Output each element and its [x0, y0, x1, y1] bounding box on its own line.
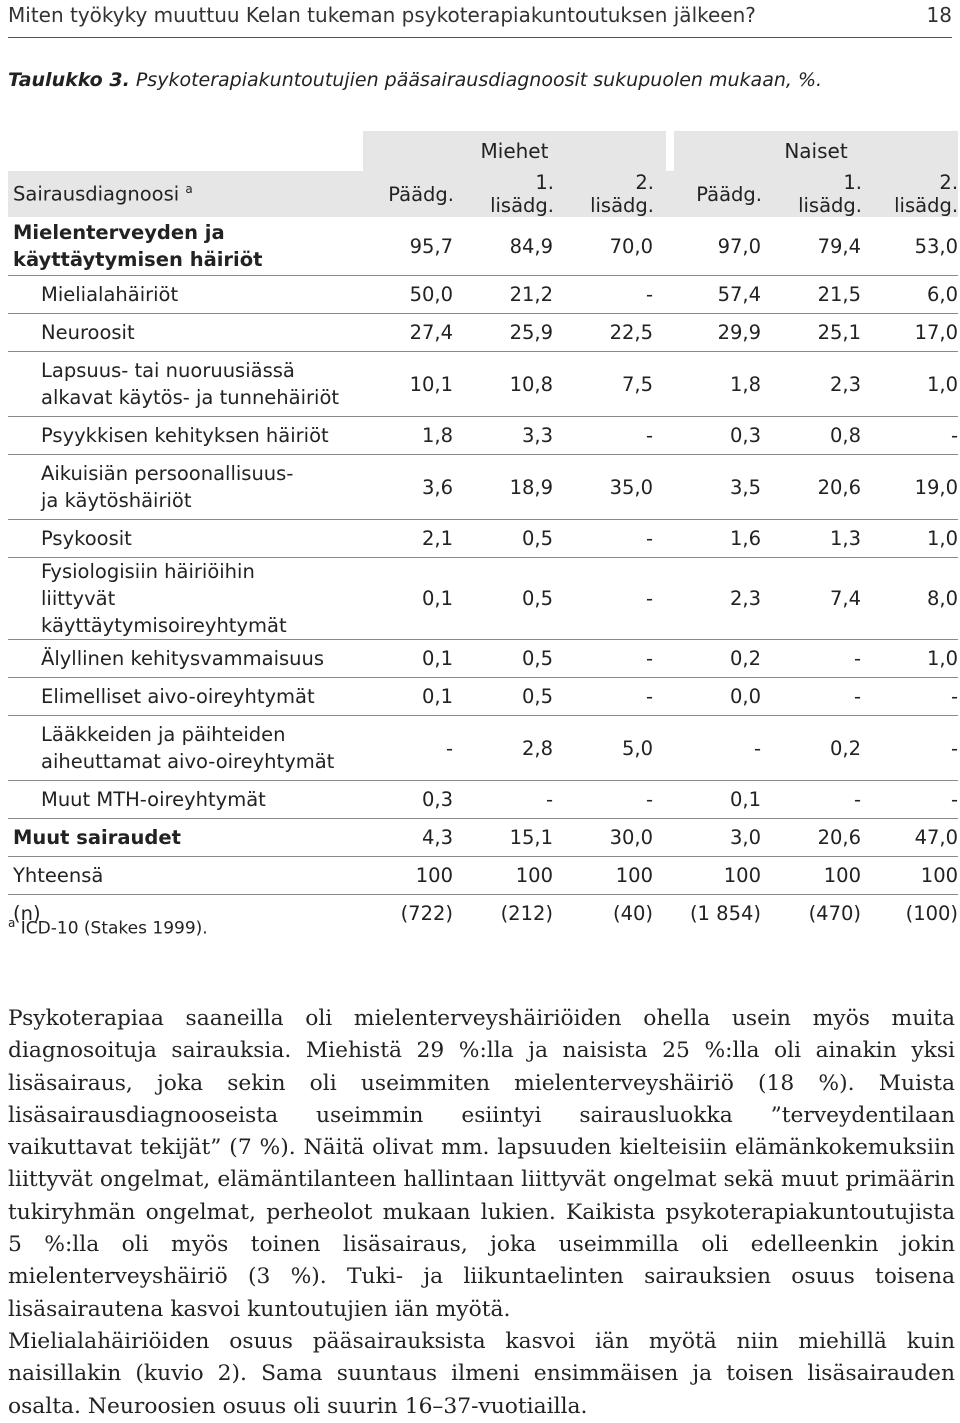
value-cell: 2,1 [363, 520, 470, 558]
table-row [8, 558, 958, 640]
value-cell: 100 [778, 857, 878, 895]
value-cell: 47,0 [878, 819, 958, 857]
value-cell: 20,6 [778, 455, 878, 520]
diagnosis-name [8, 716, 363, 781]
value-cell: - [470, 781, 570, 819]
value-cell: 0,2 [670, 640, 778, 678]
column-header-row [8, 171, 958, 217]
value-cell: 0,1 [670, 781, 778, 819]
value-cell: 21,5 [778, 276, 878, 314]
value-cell: 1,8 [670, 352, 778, 417]
value-cell: - [570, 417, 670, 455]
value-cell: - [878, 417, 958, 455]
value-cell: 10,1 [363, 352, 470, 417]
value-cell: - [878, 678, 958, 716]
value-cell: 3,5 [670, 455, 778, 520]
value-cell: 0,5 [470, 678, 570, 716]
diagnosis-name [8, 352, 363, 417]
value-cell: 7,4 [778, 558, 878, 640]
value-cell: - [570, 276, 670, 314]
value-cell: 22,5 [570, 314, 670, 352]
group-header-row [8, 131, 958, 171]
value-cell: (100) [905, 902, 959, 925]
value-cell: 0,5 [470, 558, 570, 640]
value-cell: 25,1 [778, 314, 878, 352]
value-cell: 2,3 [778, 352, 878, 417]
value-cell: 3,0 [670, 819, 778, 857]
value-cell: 20,6 [778, 819, 878, 857]
running-title: Miten työkyky muuttuu Kelan tukeman psykoterapiakuntoutuksen jälkeen? [8, 3, 756, 27]
value-cell: 84,9 [470, 217, 570, 276]
value-cell: - [778, 781, 878, 819]
value-cell: 29,9 [670, 314, 778, 352]
value-cell: 0,1 [363, 640, 470, 678]
value-cell: 1,3 [778, 520, 878, 558]
table-row [8, 678, 958, 716]
diagnosis-name-text: Lääkkeiden ja päihteiden aiheuttamat aivo-oireyhtymät [41, 723, 335, 773]
page-number: 18 [926, 3, 952, 27]
value-cell: 0,3 [670, 417, 778, 455]
value-cell: 100 [570, 857, 670, 895]
value-cell: 15,1 [470, 819, 570, 857]
table-caption-text: Psykoterapiakuntoutujien pääsairausdiagnoosit sukupuolen mukaan, %. [135, 69, 823, 91]
value-cell: 30,0 [570, 819, 670, 857]
value-cell: 35,0 [570, 455, 670, 520]
value-cell: - [570, 781, 670, 819]
value-cell: 27,4 [363, 314, 470, 352]
value-cell: 100 [670, 857, 778, 895]
table-body [8, 217, 958, 932]
value-cell: 100 [470, 857, 570, 895]
value-cell: 0,5 [470, 640, 570, 678]
value-cell: - [670, 716, 778, 781]
page-header [8, 0, 952, 38]
table-row [8, 781, 958, 819]
table-row [8, 314, 958, 352]
value-cell: 7,5 [570, 352, 670, 417]
value-cell: - [570, 640, 670, 678]
value-cell: 18,9 [470, 455, 570, 520]
table-row [8, 640, 958, 678]
footnote-text: ICD-10 (Stakes 1999). [20, 918, 208, 939]
value-cell: 10,8 [470, 352, 570, 417]
value-cell: (470) [808, 902, 861, 925]
value-cell: 2,3 [670, 558, 778, 640]
value-cell: 1,0 [878, 352, 958, 417]
diagnosis-name: Muut MTH-oireyhtymät [8, 781, 363, 819]
value-cell: 1,6 [670, 520, 778, 558]
table-row [8, 716, 958, 781]
diagnosis-name: Elimelliset aivo-oireyhtymät [8, 678, 363, 716]
value-cell: - [570, 558, 670, 640]
diagnosis-name [8, 217, 363, 276]
column-header: 2. lisädg. [878, 171, 958, 217]
table-row [8, 520, 958, 558]
footnote-superscript: a [8, 916, 16, 930]
diagnosis-name: (n) [13, 902, 41, 925]
column-header: Päädg. [363, 171, 470, 217]
value-cell: 2,8 [470, 716, 570, 781]
value-cell: 97,0 [670, 217, 778, 276]
footnote-marker: a [185, 182, 193, 197]
diagnosis-name: Neuroosit [8, 314, 363, 352]
value-cell: 0,2 [778, 716, 878, 781]
value-cell: - [778, 640, 878, 678]
table-row [8, 217, 958, 276]
table-caption-label: Taulukko 3. [8, 69, 130, 91]
diagnosis-name-text: Fysiologisiin häiriöihin liittyvät käyttäytymisoireyhtymät [41, 560, 287, 637]
value-cell: - [570, 678, 670, 716]
value-cell: 3,6 [363, 455, 470, 520]
value-cell: - [570, 520, 670, 558]
value-cell: 19,0 [878, 455, 958, 520]
value-cell: - [363, 716, 470, 781]
table-caption [8, 69, 822, 91]
value-cell: 6,0 [878, 276, 958, 314]
group-header-blank [8, 131, 363, 171]
body-paragraph-1: Psykoterapiaa saaneilla oli mielenterveyshäiriöiden ohella usein myös muita diagnosoituja sairauksia. Miehistä 29 %:lla ja naisista 25 %:lla oli ainakin yksi lisäsairaus, joka sekin oli useimmiten mielenterveyshäiriö (18 %). Muista lisäsairausdiagnooseista useimmin esiintyi sairausluokka ”terveydentilaan vaikuttavat tekijät” (7 %). Näitä olivat mm. lapsuuden kielteisiin elämänkokemuksiin liittyvät ongelmat, elämäntilanteen hallintaan liittyvät ongelmat sekä muut primäärin tukiryhmän ongelmat, perheolot mukaan lukien. Kaikista psykoterapiakuntoutujista 5 %:lla oli myös toinen lisäsairaus, joka useimmilla oli edelleenkin jokin mielenterveyshäiriö (3 %). Tuki- ja liikuntaelinten sairauksien osuus toisena lisäsairautena kasvoi kuntoutujien iän myötä. [8, 1006, 955, 1322]
table-row [8, 857, 958, 895]
value-cell: 79,4 [778, 217, 878, 276]
value-cell: (40) [612, 902, 653, 925]
diagnosis-name [8, 558, 363, 640]
value-cell: 0,5 [470, 520, 570, 558]
value-cell: 0,0 [670, 678, 778, 716]
value-cell: - [878, 781, 958, 819]
diagnosis-name [8, 455, 363, 520]
value-cell: 21,2 [470, 276, 570, 314]
header-rule [8, 37, 952, 38]
value-cell: - [778, 678, 878, 716]
body-paragraph-2: Mielialahäiriöiden osuus pääsairauksista kasvoi iän myötä niin miehillä kuin naisillakin (kuvio 2). Sama suuntaus ilmeni ensimmäisen ja toisen lisäsairauden osalta. Neuroosien osuus oli suurin 16–37-vuotiailla. [8, 1329, 955, 1419]
diagnosis-name-text: Mielenterveyden ja käyttäytymisen häiriöt [13, 221, 263, 271]
value-cell: 50,0 [363, 276, 470, 314]
value-cell: (722) [400, 902, 453, 925]
diagnosis-name: Mielialahäiriöt [8, 276, 363, 314]
column-header: 2. lisädg. [570, 171, 670, 217]
table-row [8, 819, 958, 857]
value-cell: 5,0 [570, 716, 670, 781]
value-cell: 53,0 [878, 217, 958, 276]
column-header-diagnosis-label: Sairausdiagnoosi [13, 182, 180, 206]
value-cell: 100 [363, 857, 470, 895]
table-row [8, 417, 958, 455]
table-row [8, 352, 958, 417]
value-cell: 70,0 [570, 217, 670, 276]
table-row [8, 455, 958, 520]
value-cell: 1,0 [878, 640, 958, 678]
value-cell: 0,1 [363, 678, 470, 716]
diagnosis-name: Psykoosit [8, 520, 363, 558]
value-cell: 8,0 [878, 558, 958, 640]
diagnosis-name: Psyykkisen kehityksen häiriöt [8, 417, 363, 455]
value-cell: 4,3 [363, 819, 470, 857]
value-cell: 0,3 [363, 781, 470, 819]
value-cell: 100 [878, 857, 958, 895]
value-cell: 17,0 [878, 314, 958, 352]
table-row [8, 276, 958, 314]
value-cell: 25,9 [470, 314, 570, 352]
value-cell: (1 854) [689, 902, 761, 925]
value-cell: - [878, 716, 958, 781]
value-cell: 95,7 [363, 217, 470, 276]
group-header-women: Naiset [670, 131, 958, 171]
group-header-men: Miehet [363, 131, 670, 171]
value-cell: 3,3 [470, 417, 570, 455]
diagnosis-name: Älyllinen kehitysvammaisuus [8, 640, 363, 678]
diagnosis-name: Muut sairaudet [8, 819, 363, 857]
value-cell: 0,8 [778, 417, 878, 455]
footnote [8, 916, 208, 939]
value-cell: 1,0 [878, 520, 958, 558]
value-cell: 57,4 [670, 276, 778, 314]
diagnosis-name-text: Lapsuus- tai nuoruusiässä alkavat käytös- ja tunnehäiriöt [41, 359, 340, 409]
column-header: 1. lisädg. [778, 171, 878, 217]
diagnosis-table [8, 131, 958, 932]
column-header: 1. lisädg. [470, 171, 570, 217]
value-cell: (212) [500, 902, 553, 925]
diagnosis-name-text: Aikuisiän persoonallisuus- ja käytöshäiriöt [41, 462, 294, 512]
column-header-diagnosis [8, 171, 363, 217]
value-cell: 1,8 [363, 417, 470, 455]
column-header: Päädg. [670, 171, 778, 217]
value-cell: 0,1 [363, 558, 470, 640]
diagnosis-name: Yhteensä [8, 857, 363, 895]
